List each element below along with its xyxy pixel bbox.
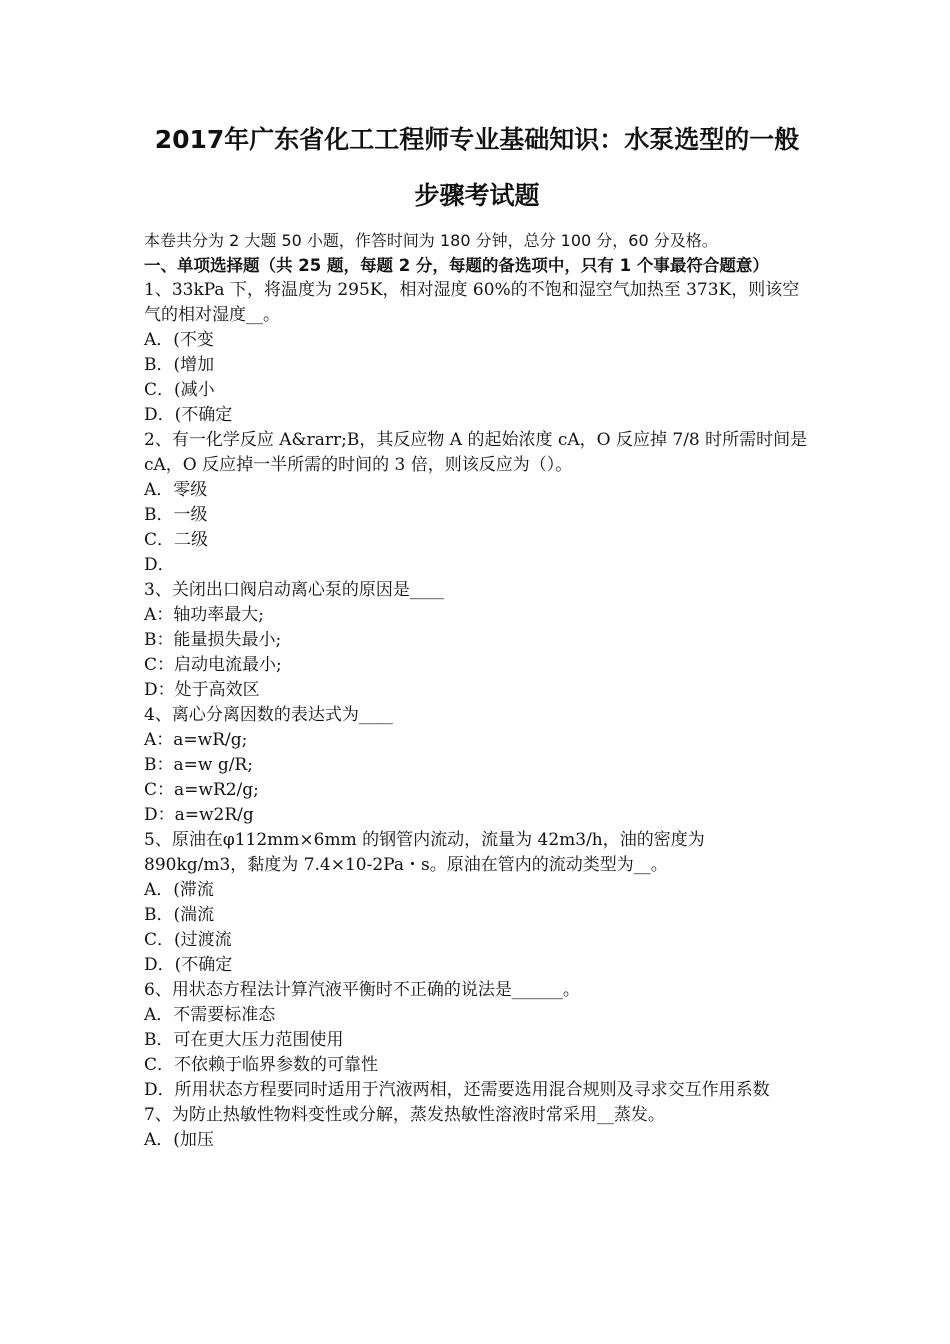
question-stem: 3、关闭出口阀启动离心泵的原因是____ <box>144 580 444 600</box>
answer-option: C．(过渡流 <box>144 930 232 950</box>
answer-option: D：处于高效区 <box>144 680 260 700</box>
answer-option: B．可在更大压力范围使用 <box>144 1030 344 1050</box>
answer-option: A．(滞流 <box>144 880 214 900</box>
answer-option: D．所用状态方程要同时适用于汽液两相，还需要选用混合规则及寻求交互作用系数 <box>144 1080 770 1100</box>
title-line-1: 2017年广东省化工工程师专业基础知识：水泵选型的一般 <box>154 125 800 154</box>
answer-option: D．(不确定 <box>144 405 233 425</box>
title-line-2: 步骤考试题 <box>414 181 540 210</box>
answer-option: A．(加压 <box>144 1130 214 1150</box>
answer-option: C：a=wR2/g; <box>144 780 259 800</box>
answer-option: A．零级 <box>144 480 208 500</box>
answer-option: C：启动电流最小; <box>144 655 282 675</box>
question-stem: 5、原油在φ112mm×6mm 的钢管内流动，流量为 42m3/h，油的密度为 890kg/m3，黏度为 7.4×10-2Pa・s。原油在管内的流动类型为__。 <box>144 830 705 875</box>
answer-option: D． <box>144 555 175 575</box>
document-title <box>134 112 820 224</box>
question-stem: 6、用状态方程法计算汽液平衡时不正确的说法是______。 <box>144 980 580 1000</box>
answer-option: A：a=wR/g; <box>144 730 248 750</box>
exam-intro: 本卷共分为 2 大题 50 小题，作答时间为 180 分钟，总分 100 分，60 分及格。 <box>144 231 718 250</box>
answer-option: A．不需要标准态 <box>144 1005 276 1025</box>
question-list <box>144 278 810 1153</box>
answer-option: B．一级 <box>144 505 208 525</box>
answer-option: C．不依赖于临界参数的可靠性 <box>144 1055 379 1075</box>
answer-option: A：轴功率最大; <box>144 605 265 625</box>
question-stem: 7、为防止热敏性物料变性或分解，蒸发热敏性溶液时常采用__蒸发。 <box>144 1105 665 1125</box>
answer-option: C．(减小 <box>144 380 215 400</box>
answer-option: D：a=w2R/g <box>144 805 254 825</box>
answer-option: B：a=w g/R; <box>144 755 253 775</box>
question-stem: 1、33kPa 下，将温度为 295K，相对湿度 60%的不饱和湿空气加热至 373K，则该空气的相对湿度__。 <box>144 280 800 325</box>
answer-option: A．(不变 <box>144 330 214 350</box>
section-heading: 一、单项选择题（共 25 题，每题 2 分，每题的备选项中，只有 1 个事最符合题意） <box>144 256 769 275</box>
answer-option: B：能量损失最小; <box>144 630 282 650</box>
answer-option: C．二级 <box>144 530 209 550</box>
answer-option: B．(湍流 <box>144 905 215 925</box>
question-stem: 2、有一化学反应 A&rarr;B，其反应物 A 的起始浓度 cA，O 反应掉 7/8 时所需时间是 cA，O 反应掉一半所需的时间的 3 倍，则该反应为（）。 <box>144 430 808 475</box>
answer-option: B．(增加 <box>144 355 215 375</box>
question-stem: 4、离心分离因数的表达式为____ <box>144 705 393 725</box>
answer-option: D．(不确定 <box>144 955 233 975</box>
